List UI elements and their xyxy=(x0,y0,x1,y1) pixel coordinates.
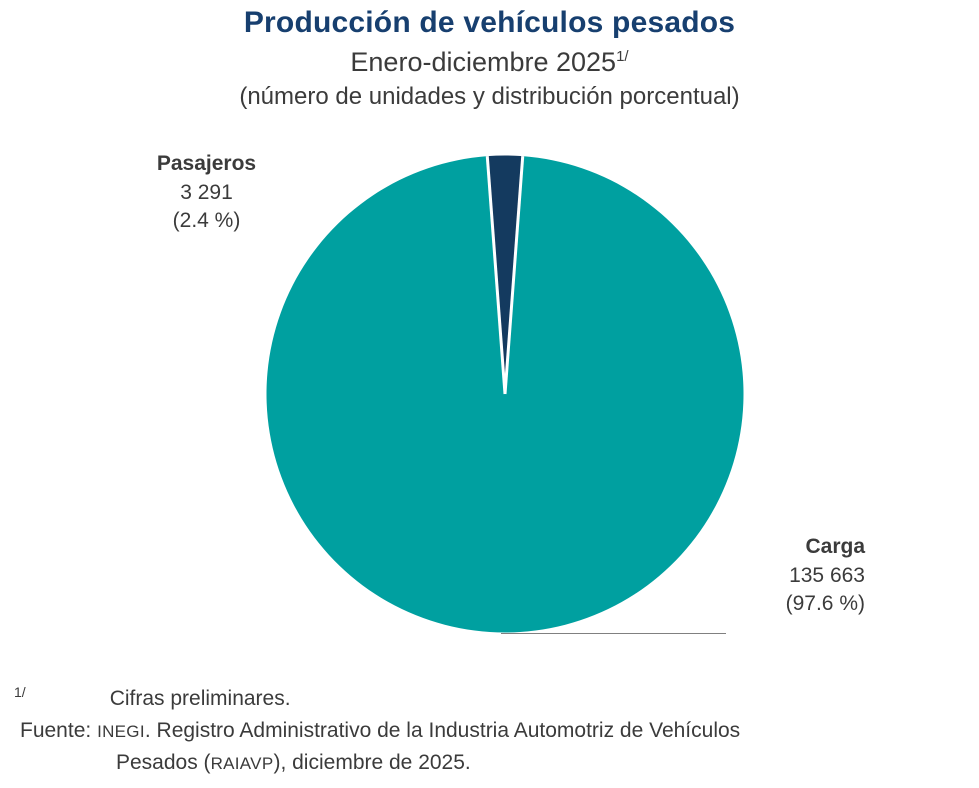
footnote-preliminary-text: Cifras preliminares. xyxy=(109,687,291,710)
footnote-source-label: Fuente: xyxy=(20,719,92,743)
pie-label-pasajeros-percent: (2.4 %) xyxy=(172,209,241,233)
pie-svg xyxy=(266,155,744,633)
chart-subtitle xyxy=(0,46,979,78)
chart-subtitle-units: (número de unidades y distribución porcentual) xyxy=(239,82,740,110)
title-block xyxy=(0,6,979,112)
pie-label-carga-value: 135 663 xyxy=(789,563,865,587)
chart-subtitle-text: Enero-diciembre 2025 xyxy=(350,46,617,77)
footnote-source-cont-post: ), diciembre de 2025. xyxy=(273,750,471,774)
carga-leader-line xyxy=(501,633,726,634)
page-title: Producción de vehículos pesados xyxy=(243,6,736,39)
footnotes xyxy=(0,682,979,778)
chart-subtitle-superscript: 1/ xyxy=(616,47,629,65)
footnote-source-inegi: INEGI xyxy=(97,722,145,742)
pie-label-carga-percent: (97.6 %) xyxy=(785,592,865,616)
footnote-source xyxy=(0,716,979,746)
footnote-source-text: . Registro Administrativo de la Industria Automotriz de Vehículos xyxy=(144,719,741,743)
pie-label-carga-name: Carga xyxy=(805,535,865,558)
footnote-marker: 1/ xyxy=(14,684,26,700)
pie-chart xyxy=(266,155,744,633)
pie-label-carga xyxy=(700,533,865,619)
pie-label-pasajeros xyxy=(104,150,309,236)
pie-label-pasajeros-name: Pasajeros xyxy=(156,152,257,175)
footnote-source-cont xyxy=(0,748,979,778)
footnote-source-raiavp: RAIAVP xyxy=(210,753,274,773)
footnote-source-cont-pre: Pesados ( xyxy=(116,750,211,774)
footnote-preliminary xyxy=(0,682,979,714)
pie-label-pasajeros-value: 3 291 xyxy=(180,180,233,204)
